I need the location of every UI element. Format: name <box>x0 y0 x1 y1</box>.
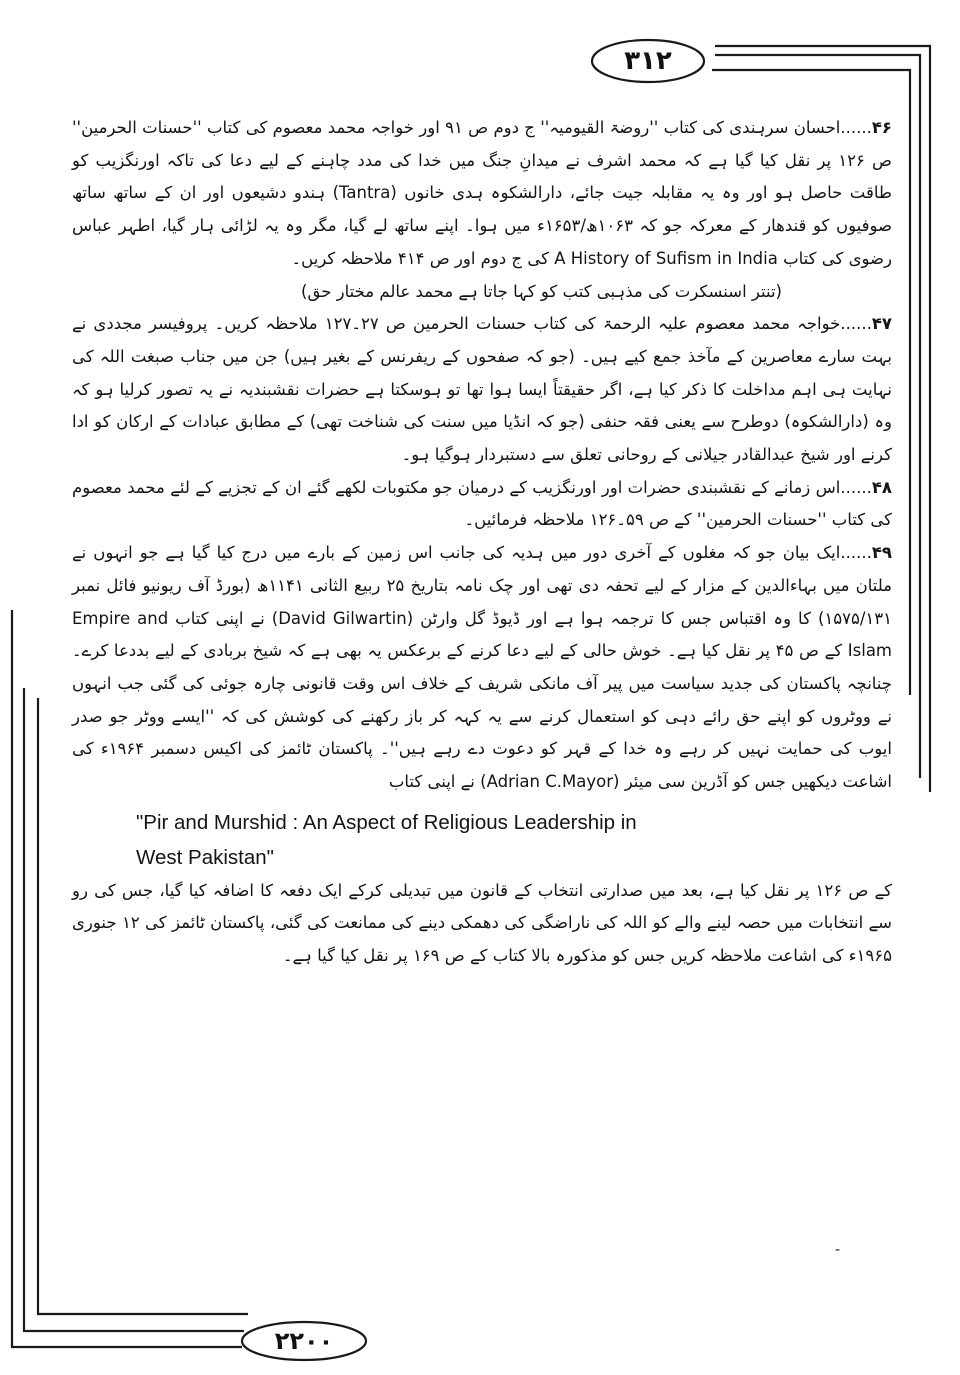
footnote-leader-dots: ...... <box>840 543 872 563</box>
footnote-46 <box>72 112 892 276</box>
footnote-number: ۴۶ <box>871 118 892 137</box>
footnote-text: ایک بیان جو کہ مغلوں کے آخری دور میں ہدیہ کی جانب اس زمین کے بارے میں درج کیا گیا ہے جو انہوں نے ملتان میں بہاءالدین کے مزار کے لیے تحفہ دی تھی اور چک نامہ بتاریخ ۲۵ ربیع الثانی ۱۱۴۱ھ (بورڈ آف ریونیو فائل نمبر ۱۵۷۵/۱۳۱) کا وہ اقتباس جس کا ترجمہ ہوا ہے اور ڈیوڈ گل وارٹن (David Gilwartin) نے اپنی کتاب Empire and Islam کے ص ۴۵ پر نقل کیا ہے۔ خوش حالی کے لیے دعا کرنے کے برعکس یہ بھی ہے کہ شیخ بربادی کے لیے بددعا کرے۔ چنانچہ پاکستان کی جدید سیاست میں پیر آف مانکی شریف کے خلاف اس وقت قانونی چارہ جوئی کی گئی جب انہوں نے ووٹروں کو اپنے حق رائے دہی کو استعمال کرنے سے یہ کہہ کر باز رکھنے کی کوشش کی کہ ''ایسے ووٹر جو صدر ایوب کی حمایت نہیں کر رہے وہ خدا کے قہر کو دعوت دے رہے ہیں''۔ پاکستان ٹائمز کی اکیس دسمبر ۱۹۶۴ء کی اشاعت دیکھیں جس کو آڈرین سی میئر (Adrian C.Mayor) نے اپنی کتاب <box>72 543 893 792</box>
footnote-48 <box>72 472 892 537</box>
footnote-49-continuation: کے ص ۱۲۶ پر نقل کیا ہے، بعد میں صدارتی انتخاب کے قانون میں تبدیلی کرکے ایک دفعہ کا اضافہ کیا گیا، جس کی رو سے انتخابات میں حصہ لینے والے کو اللہ کی ناراضگی کی دھمکی دینے کی ممانعت کی گئی، پاکستان ٹائمز کی ۱۲ جنوری ۱۹۶۵ء کی اشاعت ملاحظہ کریں جس کو مذکورہ بالا کتاب کے ص ۱۶۹ پر نقل کیا گیا ہے۔ <box>72 880 892 966</box>
footnote-text: احسان سرہندی کی کتاب ''روضۃ القیومیہ'' ج دوم ص ۹۱ اور خواجہ محمد معصوم کی کتاب ''حسنات الحرمین'' ص ۱۲۶ پر نقل کیا گیا ہے کہ محمد اشرف نے میدانِ جنگ میں خدا کی مدد چاہنے کے لیے دعا کی تاکہ اورنگزیب کو طاقت حاصل ہو اور وہ یہ مقابلہ جیت جائے، دارالشکوہ ہدی خانوں (Tantra) ہندو دشیعوں اور ان کے ساتھ ساتھ صوفیوں کو قندھار کے معرکہ جو کہ ۱۰۶۳ھ/۱۶۵۳ء میں ہوا۔ اپنے ساتھ لے گیا، مگر وہ یہ لڑائی ہار گیا، اطہر عباس رضوی کی کتاب A History of Sufism in India کی ج دوم اور ص ۴۱۴ ملاحظہ کریں۔ <box>72 118 892 268</box>
page-number-top: ۳۱۲ <box>624 46 672 76</box>
footnote-text: اس زمانے کے نقشبندی حضرات اور اورنگزیب کے درمیان جو مکتوبات لکھے گئے ان کے تجزیے کے لئے محمد معصوم کی کتاب ''حسنات الحرمین'' کے ص ۵۹۔۱۲۶ ملاحظہ فرمائیں۔ <box>72 477 892 530</box>
english-book-title <box>72 805 892 875</box>
footnote-number: ۴۸ <box>871 477 892 497</box>
english-title-line-2: West Pakistan" <box>136 845 274 869</box>
footnote-leader-dots: ...... <box>840 477 872 497</box>
page-number-bottom: ۲۲۰۰ <box>274 1327 334 1355</box>
footnote-leader-dots: ...... <box>840 314 872 334</box>
footnote-leader-dots: ...... <box>840 118 872 137</box>
footnote-47 <box>72 308 892 472</box>
footnote-49 <box>72 537 892 799</box>
footnote-46-translator-note: (تنتر اسنسکرت کی مذہبی کتب کو کہا جاتا ہے محمد عالم مختار حق) <box>301 281 782 301</box>
footnote-number: ۴۷ <box>871 314 892 334</box>
footnote-number: ۴۹ <box>871 543 892 563</box>
english-title-line-1: "Pir and Murshid : An Aspect of Religious Leadership in <box>136 810 637 834</box>
stray-dash-mark: - <box>835 1242 841 1258</box>
footnotes-body <box>72 112 892 973</box>
footnote-text: خواجہ محمد معصوم علیہ الرحمۃ کی کتاب حسنات الحرمین ص ۲۷۔۱۲۷ ملاحظہ کریں۔ پروفیسر مجددی نے بہت سارے معاصرین کے مآخذ جمع کیے ہیں۔ (جو کہ صفحوں کے ریفرنس کے بغیر ہیں) جن میں جناب صبغت اللہ کی نہایت ہی اہم مداخلت کا ذکر کیا ہے، اگر حقیقتاً ایسا ہوا تھا تو ہوسکتا ہے حضرات نقشبندیہ نے یہ تصور کرلیا ہو کہ وہ (دارالشکوہ) دوطرح سے یعنی فقہ حنفی (جو کہ انڈیا میں سنت کی شناخت تھی) کے مطابق عبادات کے ارکان کو ادا کرنے اور شیخ عبدالقادر جیلانی کے روحانی تعلق سے دستبردار ہوگیا ہو۔ <box>72 314 892 465</box>
